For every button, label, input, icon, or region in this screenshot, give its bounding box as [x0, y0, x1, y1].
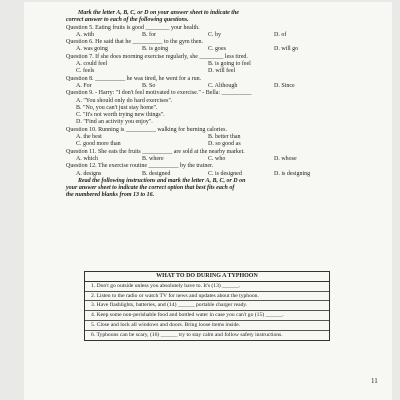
instruction-2-line-2: your answer sheet to indicate the correct option that best fits each of — [66, 185, 235, 192]
question-stem: Question 10. Running is __________ walking for burning calories. — [66, 126, 227, 133]
answer-option: B. designed — [142, 170, 171, 177]
answer-option: B. is going to feel — [208, 61, 251, 68]
instruction-2-line-1: Read the following instructions and mark the letter A, B, C, or D on — [78, 177, 246, 184]
answer-option: D. whose — [274, 155, 297, 162]
question-stem: Question 6. He said that he __________ to the gym then. — [66, 39, 203, 46]
answer-option: D. is designing — [274, 170, 311, 177]
instruction-1-line-2: correct answer to each of the following questions. — [66, 17, 189, 24]
answer-option: B. is going — [142, 46, 169, 53]
answer-option: C. feels — [76, 68, 95, 75]
option-row — [66, 156, 330, 163]
option-row — [66, 134, 330, 141]
instruction-1 — [66, 10, 330, 25]
box-item: 1. Don't go outside unless you absolutely have to. It's (13) ______. — [85, 282, 329, 292]
answer-option: A. the best — [76, 134, 102, 141]
box-item: 6. Typhoons can be scary, (16) ______ try to stay calm and follow safety instructions. — [91, 331, 283, 338]
answer-option: B. better than — [208, 134, 241, 141]
answer-option: B. where — [142, 155, 164, 162]
instruction-2 — [66, 178, 330, 200]
answer-option: B. for — [142, 31, 156, 38]
answer-option: A. with — [76, 31, 94, 38]
option-row — [66, 61, 330, 68]
box-item: 4. Keep some non-perishable food and bottled water in case you can't go (15) ______. — [85, 311, 329, 321]
answer-option: A. "You should only do hard exercises". — [76, 97, 173, 104]
typhoon-box-title: WHAT TO DO DURING A TYPHOON — [85, 272, 329, 282]
answer-option: B. "No, you can't just stay home". — [76, 104, 158, 111]
answer-option: D. will go — [274, 46, 299, 53]
answer-option: D. "Find an activity you enjoy". — [76, 119, 153, 126]
question-section — [66, 10, 330, 200]
answer-option: C. good more than — [76, 141, 121, 148]
answer-option: D. will feel — [208, 68, 236, 75]
question-stem: Question 11. She eats the fruits __________ are sold at the nearby market. — [66, 148, 245, 155]
option-row — [66, 171, 330, 178]
answer-option: C. who — [208, 155, 226, 162]
box-item: 2. Listen to the radio or watch TV for news and updates about the typhoon. — [85, 292, 329, 302]
instruction-2-line-3: the numbered blanks from 13 to 16. — [66, 192, 155, 199]
answer-option: A. which — [76, 155, 98, 162]
option-row — [66, 32, 330, 39]
answer-option: D. so good as — [208, 141, 241, 148]
option-row — [66, 68, 330, 75]
answer-option: C. "It's not worth trying new things". — [76, 112, 165, 119]
answer-option: A. could feel — [76, 61, 108, 68]
answer-option: A. was going — [76, 46, 108, 53]
page-number: 11 — [371, 377, 378, 385]
answer-option: A. For — [76, 82, 92, 89]
option-row — [66, 141, 330, 148]
answer-option: C. by — [208, 31, 222, 38]
answer-option: C. Although — [208, 82, 238, 89]
question-stem: Question 7. If she does morning exercise regularly, she ________ less tired. — [66, 53, 248, 60]
answer-option: D. Since — [274, 82, 295, 89]
answer-option: A. designs — [76, 170, 102, 177]
question-stem: Question 9. - Harry: "I don't feel motivated to exercise." - Bella: __________ — [66, 90, 252, 97]
answer-option: B. So — [142, 82, 156, 89]
box-item: 3. Have flashlights, batteries, and (14) ______ portable charger ready. — [85, 301, 329, 311]
instruction-1-line-1: Mark the letter A, B, C, or D on your answer sheet to indicate the — [78, 10, 239, 16]
question-list — [66, 25, 330, 178]
answer-option: C. goes — [208, 46, 226, 53]
option-row — [66, 46, 330, 53]
question-stem: Question 5. Eating fruits is good ________ your health. — [66, 24, 200, 31]
question-stem: Question 8. __________ he was tired, he went for a run. — [66, 75, 202, 82]
question-stem: Question 12. The exercise routine __________ by the trainer. — [66, 163, 214, 170]
box-item: 5. Close and lock all windows and doors. Bring loose items inside. — [85, 321, 329, 331]
answer-option: C. is designed — [208, 170, 242, 177]
answer-option: D. of — [274, 31, 287, 38]
typhoon-box — [84, 271, 330, 341]
